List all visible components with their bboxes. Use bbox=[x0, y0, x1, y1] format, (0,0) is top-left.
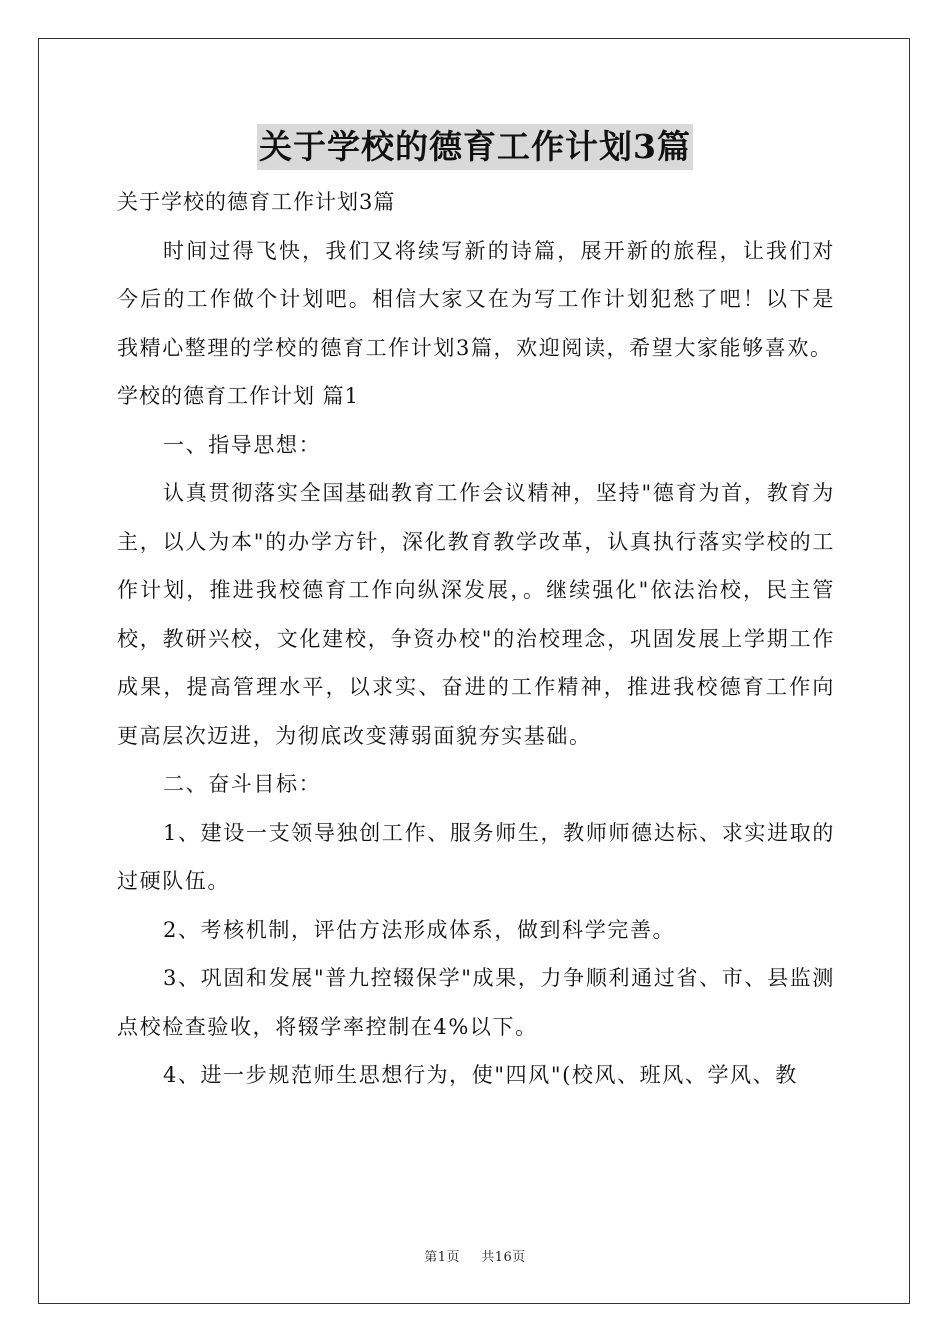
goal-item-2: 2、考核机制，评估方法形成体系，做到科学完善。 bbox=[163, 917, 676, 942]
page-number: 第1页 bbox=[424, 1250, 460, 1265]
document-title-text: 关于学校的德育工作计划3篇 bbox=[257, 124, 693, 170]
document-body bbox=[117, 178, 835, 1100]
paragraph-guiding-ideology: 认真贯彻落实全国基础教育工作会议精神，坚持"德育为首，教育为主，以人为本"的办学方针，深化教育教学改革，认真执行落实学校的工作计划，推进我校德育工作向纵深发展，。继续强化"依法治校，民主管校，教研兴校，文化建校，争资办校"的治校理念，巩固发展上学期工作成果，提高管理水平，以求实、奋进的工作精神，推进我校德育工作向更高层次迈进，为彻底改变薄弱面貌夯实基础。 bbox=[117, 481, 835, 748]
heading-goals: 二、奋斗目标： bbox=[163, 772, 322, 796]
document-title bbox=[0, 124, 950, 170]
heading-guiding-ideology: 一、指导思想： bbox=[163, 432, 322, 457]
page-total: 共16页 bbox=[481, 1250, 526, 1265]
page-footer bbox=[0, 1246, 950, 1265]
goal-item-3: 3、巩固和发展"普九控辍保学"成果，力争顺利通过省、市、县监测点校检查验收，将辍学率控制在4%以下。 bbox=[117, 966, 835, 1039]
goal-item-1: 1、建设一支领导独创工作、服务师生，教师师德达标、求实进取的过硬队伍。 bbox=[117, 820, 835, 893]
paragraph-subtitle: 关于学校的德育工作计划3篇 bbox=[117, 190, 396, 214]
section-heading-part1: 学校的德育工作计划 篇1 bbox=[117, 384, 360, 408]
goal-item-4: 4、进一步规范师生思想行为，使"四风"(校风、班风、学风、教 bbox=[163, 1063, 798, 1087]
paragraph-intro: 时间过得飞快，我们又将续写新的诗篇，展开新的旅程，让我们对今后的工作做个计划吧。相信大家又在为写工作计划犯愁了吧！以下是我精心整理的学校的德育工作计划3篇，欢迎阅读，希望大家能够喜欢。 bbox=[117, 238, 835, 360]
